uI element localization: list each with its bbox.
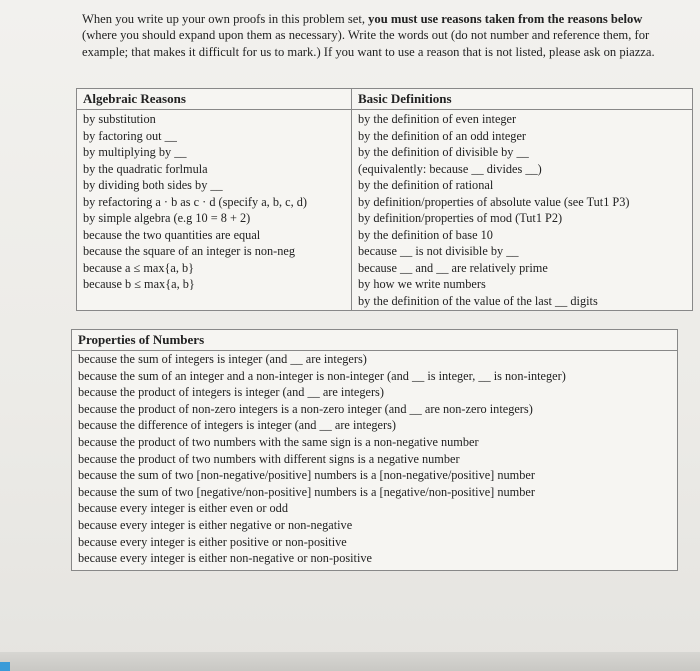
corner-mark [0, 662, 10, 671]
list-item: because __ and __ are relatively prime [358, 260, 548, 275]
algebraic-reasons-list [77, 110, 352, 311]
list-item: by the definition of an odd integer [358, 128, 527, 143]
properties-table [71, 329, 678, 571]
list-item: because every integer is either non-negative or non-positive [78, 551, 372, 566]
list-item: because the product of non-zero integers is a non-zero integer (and __ are non-zero integers) [78, 401, 533, 416]
properties-header: Properties of Numbers [72, 330, 677, 351]
list-item: by multiplying by __ [83, 145, 187, 159]
list-item: by the definition of the value of the last __ digits [358, 293, 598, 308]
list-item: because __ is not divisible by __ [358, 244, 519, 258]
list-item: because the square of an integer is non-neg [83, 244, 296, 258]
list-item: by simple algebra (e.g 10 = 8 + 2) [83, 211, 251, 225]
intro-text-end: (where you should expand upon them as necessary). Write the words out (do not number and reference them, for example; that makes it difficult for us to mark.) If you want to use a reason that is not listed, please ask on piazza. [82, 28, 655, 59]
list-item: by substitution [83, 112, 156, 126]
list-item: because the difference of integers is integer (and __ are integers) [78, 418, 396, 433]
list-item: because the two quantities are equal [83, 227, 261, 242]
basic-definitions-header: Basic Definitions [352, 89, 693, 110]
list-item: by dividing both sides by __ [83, 178, 223, 192]
list-item: because b ≤ max{a, b} [83, 277, 195, 291]
list-item: by the definition of even integer [358, 112, 517, 126]
bottom-edge [0, 652, 700, 671]
algebraic-reasons-header: Algebraic Reasons [77, 89, 352, 110]
list-item: because every integer is either negative or non-negative [78, 517, 353, 532]
list-item: because every integer is either positive or non-positive [78, 534, 347, 549]
properties-list [72, 351, 677, 570]
instructions-paragraph [82, 11, 667, 60]
list-item: because the sum of two [negative/non-positive] numbers is a [negative/non-positive] number [78, 484, 535, 499]
reasons-table [76, 88, 693, 311]
list-item: because the product of two numbers with different signs is a negative number [78, 451, 460, 466]
list-item: (equivalently: because __ divides __) [358, 161, 542, 176]
list-item: by definition/properties of mod (Tut1 P2) [358, 211, 563, 225]
list-item: by definition/properties of absolute value (see Tut1 P3) [358, 194, 630, 209]
list-item: by the quadratic forlmula [83, 161, 208, 176]
intro-text-start: When you write up your own proofs in this problem set, [82, 12, 369, 26]
list-item: by the definition of rational [358, 178, 494, 192]
list-item: because the sum of integers is integer (and __ are integers) [78, 352, 367, 366]
list-item: because the product of two numbers with the same sign is a non-negative number [78, 434, 479, 449]
list-item: by how we write numbers [358, 277, 486, 291]
list-item: because the sum of two [non-negative/positive] numbers is a [non-negative/positive] number [78, 468, 535, 483]
list-item: by the definition of divisible by __ [358, 145, 529, 159]
list-item: because the product of integers is integer (and __ are integers) [78, 385, 384, 400]
list-item: by the definition of base 10 [358, 227, 493, 242]
list-item: because the sum of an integer and a non-integer is non-integer (and __ is integer, __ is non-integer) [78, 368, 566, 383]
list-item: by factoring out __ [83, 128, 177, 143]
list-item: because every integer is either even or odd [78, 501, 288, 516]
list-item: because a ≤ max{a, b} [83, 260, 195, 275]
intro-text-bold: you must use reasons taken from the reasons below [368, 12, 643, 26]
basic-definitions-list [352, 110, 693, 311]
list-item: by refactoring a · b as c · d (specify a, b, c, d) [83, 194, 307, 209]
